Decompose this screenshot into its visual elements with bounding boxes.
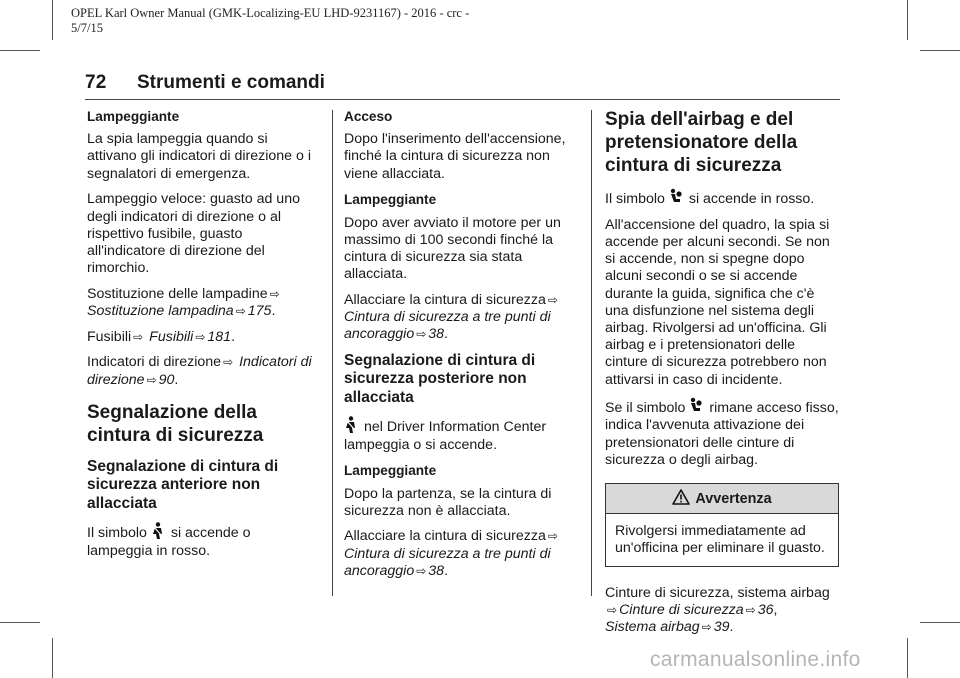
- seatbelt-icon: [151, 522, 164, 540]
- page-ref-icon: ⇨: [607, 602, 618, 617]
- page-title: Strumenti e comandi: [137, 72, 325, 93]
- page-ref-icon: ⇨: [223, 355, 234, 370]
- manual-id-line: OPEL Karl Owner Manual (GMK-Localizing-EU LHD-9231167) - 2016 - crc -: [71, 6, 470, 20]
- turn-reference: Indicatori di direzione ⇨ Indicatori di direzione ⇨ 90.: [87, 354, 312, 388]
- warning-box: [605, 483, 839, 567]
- airbag-symbol-text: Il simbolo si accende in rosso.: [605, 188, 839, 208]
- watermark: carmanualsonline.info: [650, 648, 861, 671]
- page-ref-icon: ⇨: [269, 286, 280, 301]
- blink-text: Dopo aver avviato il motore per un massimo di 100 secondi finché la cintura di sicurezza sia stata allacciata.: [344, 214, 561, 283]
- turn-link[interactable]: Indicatori di direzione: [87, 354, 312, 388]
- page-ref-icon: ⇨: [547, 529, 558, 544]
- warning-icon: [672, 489, 690, 505]
- blink-label: Lampeggiante: [344, 192, 437, 208]
- seatbelt-heading: Segnalazione della cintura di sicurezza: [87, 401, 264, 446]
- page-number: 72: [85, 72, 107, 93]
- blink-label: Lampeggiante: [87, 109, 180, 124]
- page-ref-icon: ⇨: [701, 620, 712, 635]
- airbag-icon: [669, 188, 682, 206]
- on-text: Dopo l'inserimento dell'accensione, finché la cintura di sicurezza non viene allacciata.: [344, 131, 566, 182]
- warning-header: Avvertenza: [606, 484, 838, 514]
- ignition-text: All'accensione del quadro, la spia si accende per alcuni secondi. Se non si accende, non si spegne dopo alcuni secondi o se si accende durante la guida, significa che c'è una disfunzione nel sistema degli airbag. Rivolgersi ad un'officina. Gli airbag e i pretensionatori delle cinture di sicurezza potrebbero non attivarsi in caso di incidente.: [605, 216, 830, 388]
- manual-date-line: 5/7/15: [71, 21, 103, 35]
- blink2-text: Dopo la partenza, se la cintura di sicurezza non è allacciata.: [344, 485, 552, 519]
- manual-header: [71, 6, 551, 36]
- column-divider: [591, 110, 592, 596]
- fixed-symbol-text: Se il simbolo rimane acceso fisso, indica l'avvenuta attivazione dei pretensionatori delle cinture di sicurezza o degli airbag.: [605, 397, 839, 469]
- bulb-link[interactable]: Sostituzione lampadina: [87, 303, 234, 320]
- page-ref-icon: ⇨: [547, 292, 558, 307]
- fasten-reference: Allacciare la cintura di sicurezza ⇨ Cintura di sicurezza a tre punti di ancoraggio ⇨ 38.: [344, 291, 558, 343]
- front-seatbelt-heading: Segnalazione di cintura di sicurezza anteriore non allacciata: [87, 457, 279, 512]
- page-ref-icon: ⇨: [416, 563, 427, 578]
- column-left: [87, 108, 319, 568]
- airbag-link[interactable]: Sistema airbag: [605, 619, 700, 636]
- warning-text: Rivolgersi immediatamente ad un'officina per eliminare il guasto.: [615, 523, 825, 557]
- page-ref-icon: ⇨: [133, 329, 144, 344]
- page-ref-icon: ⇨: [146, 372, 157, 387]
- column-middle: [344, 108, 576, 589]
- seatbelt-symbol-text: Il simbolo si accende o lampeggia in rosso.: [87, 522, 319, 559]
- airbag-icon: [689, 397, 702, 415]
- page-ref-icon: ⇨: [416, 327, 427, 342]
- fasten2-link[interactable]: Cintura di sicurezza a tre punti di ancoraggio: [344, 545, 551, 579]
- column-divider: [332, 110, 333, 596]
- fuse-reference: Fusibili ⇨ Fusibili ⇨ 181.: [87, 328, 236, 345]
- header-rule: [85, 99, 840, 100]
- seatbelt-icon: [344, 416, 357, 434]
- fast-blink-text: Lampeggio veloce: guasto ad uno degli indicatori di direzione o al rispettivo fusibile, guasto all'indicatore di direzione del rimorchio.: [87, 191, 300, 277]
- fasten-link[interactable]: Cintura di sicurezza a tre punti di ancoraggio: [344, 309, 551, 343]
- column-right: [605, 108, 839, 645]
- fuse-link[interactable]: Fusibili: [149, 328, 194, 345]
- systems-reference: Cinture di sicurezza, sistema airbag ⇨ Cinture di sicurezza ⇨ 36, Sistema airbag ⇨ 39.: [605, 584, 830, 636]
- bulb-reference: Sostituzione delle lampadine ⇨ Sostituzione lampadina ⇨ 175.: [87, 285, 280, 320]
- blink-text: La spia lampeggia quando si attivano gli indicatori di direzione o i segnalatori di emergenza.: [87, 131, 311, 182]
- seatbelt-link[interactable]: Cinture di sicurezza: [619, 601, 744, 618]
- dic-text: nel Driver Information Center lampeggia o si accende.: [344, 416, 576, 453]
- page-ref-icon: ⇨: [745, 602, 756, 617]
- rear-seatbelt-heading: Segnalazione di cintura di sicurezza posteriore non allacciata: [344, 351, 536, 406]
- fasten2-reference: Allacciare la cintura di sicurezza ⇨ Cintura di sicurezza a tre punti di ancoraggio ⇨ 38.: [344, 528, 558, 579]
- page-ref-icon: ⇨: [235, 304, 246, 319]
- page-ref-icon: ⇨: [195, 329, 206, 344]
- on-label: Acceso: [344, 109, 393, 124]
- airbag-heading: Spia dell'airbag e del pretensionatore della cintura di sicurezza: [605, 109, 798, 176]
- blink2-label: Lampeggiante: [344, 463, 437, 479]
